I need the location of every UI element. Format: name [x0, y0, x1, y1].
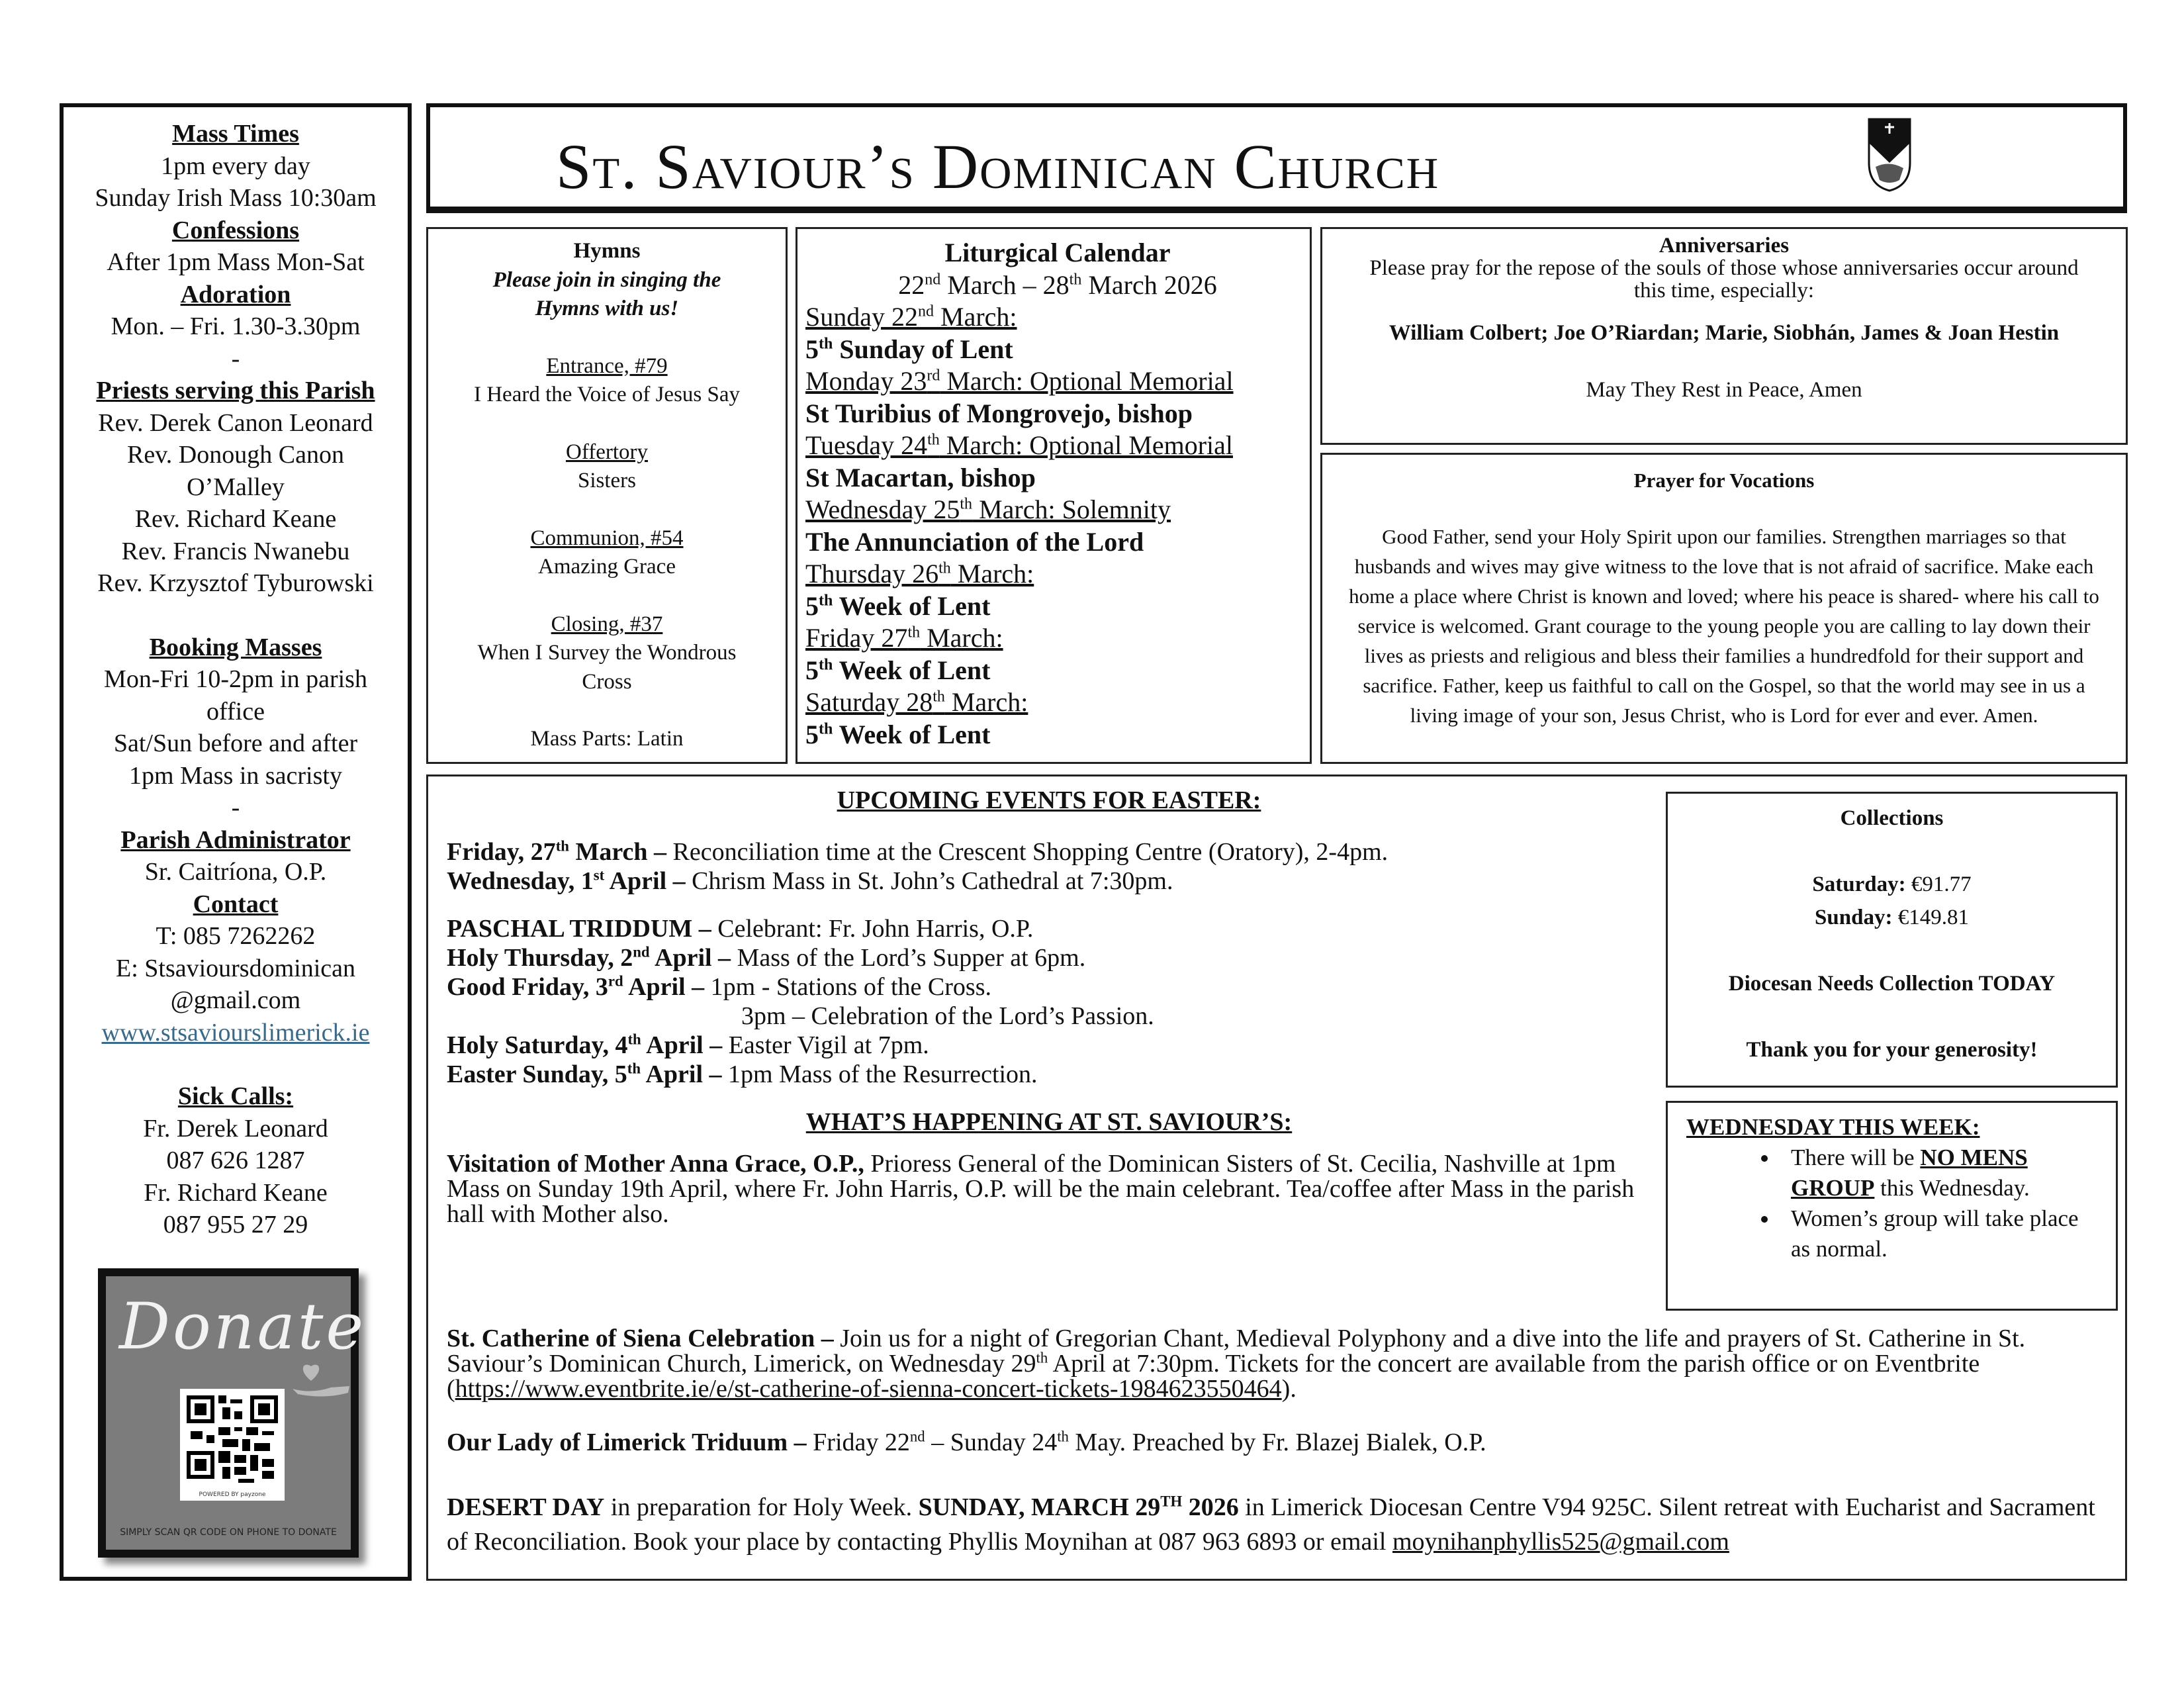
booking-info: office	[206, 697, 265, 726]
calendar-feast: St Macartan, bishop	[805, 462, 1036, 492]
sick-call-info: Fr. Derek Leonard	[143, 1114, 328, 1143]
vocations-prayer-panel	[1320, 453, 2128, 764]
donate-qr-poster	[98, 1268, 367, 1558]
priest-name: Rev. Krzysztof Tyburowski	[97, 569, 374, 597]
event-item: Good Friday, 3rd April – 1pm - Stations of the Cross.	[447, 972, 991, 1001]
sick-call-info: 087 626 1287	[166, 1147, 305, 1174]
closing-hymn: Cross	[582, 669, 632, 694]
calendar-day: Wednesday 25th March: Solemnity	[805, 494, 1171, 524]
email-link[interactable]: moynihanphyllis525@gmail.com	[1392, 1528, 1729, 1556]
sunday-collection: Sunday: €149.81	[1815, 906, 1969, 929]
calendar-feast: 5th Week of Lent	[805, 719, 991, 749]
event-item: Holy Thursday, 2nd April – Mass of the Lord’s Supper at 6pm.	[447, 943, 1086, 972]
mass-times-heading: Mass Times	[172, 120, 299, 148]
calendar-day: Sunday 22nd March:	[805, 302, 1017, 332]
vocations-prayer-text: Good Father, send your Holy Spirit upon our families. Strengthen marriages so that husbands and wives may give witness to the love that is not afraid of sacrifice. Make each home a place where Christ is known and loved; where his peace is shared- where his call to service is welcomed. Grant courage to the young people you are calling to lay down their lives as priests and religious and bless their families a hundredfold for their support and sacrifice. Father, keep us faithful to call on the Gospel, so that the world may see in us a living image of your son, Jesus Christ, who is Lord for ever and ever. Amen.	[1349, 525, 2099, 727]
priest-name: Rev. Francis Nwanebu	[121, 537, 350, 565]
priest-name: O’Malley	[187, 473, 285, 501]
payzone-powered-label: POWERED BY payzone	[180, 1491, 285, 1501]
divider: -	[231, 344, 240, 373]
divider: -	[231, 794, 240, 821]
calendar-day: Tuesday 24th March: Optional Memorial	[805, 430, 1234, 460]
wednesday-notice	[1666, 1101, 2118, 1311]
priests-heading: Priests serving this Parish	[96, 377, 375, 404]
wednesday-item: • Women’s group will take place as normal.	[1779, 1203, 2103, 1264]
triduum-heading: PASCHAL TRIDDUM – Celebrant: Fr. John Harris, O.P.	[447, 915, 1034, 943]
calendar-feast: 5th Week of Lent	[805, 655, 991, 685]
communion-hymn: Amazing Grace	[538, 555, 676, 579]
calendar-feast: St Turibius of Mongrovejo, bishop	[805, 398, 1193, 428]
contact-heading: Contact	[193, 890, 279, 918]
anniversaries-panel	[1320, 227, 2128, 445]
catherine-event: St. Catherine of Siena Celebration – Join us for a night of Gregorian Chant, Medieval Polyphony and a dive into the life and prayers of St. Catherine in St. Saviour’s Dominican Church, Limerick, on Wednesday 29th April at 7:30pm. Tickets for the concert are available from the parish office or on Eventbrite (https://www.eventbrite.ie/e/st-catherine-of-sienna-concert-tickets-1984623550464).	[447, 1325, 2026, 1403]
hymns-panel	[426, 227, 788, 764]
donate-logo-text: Donate	[119, 1289, 367, 1364]
calendar-day: Saturday 28th March:	[805, 687, 1028, 717]
hymns-heading: Hymns	[573, 239, 641, 263]
wednesday-item: • There will be NO MENS GROUP this Wednesday.	[1779, 1143, 2103, 1203]
offertory-hymn: Sisters	[577, 469, 636, 492]
priest-name: Rev. Donough Canon	[127, 441, 344, 469]
offertory-label: Offertory	[565, 440, 648, 464]
confessions-time: After 1pm Mass Mon-Sat	[107, 248, 365, 276]
website-link[interactable]: www.stsaviourslimerick.ie	[101, 1018, 370, 1047]
qr-code[interactable]	[180, 1389, 285, 1491]
saturday-collection: Saturday: €91.77	[1812, 872, 1972, 896]
closing-hymn: When I Survey the Wondrous	[477, 641, 737, 665]
visitation-event: Visitation of Mother Anna Grace, O.P., Prioress General of the Dominican Sisters of St. Cecilia, Nashville at 1pm Mass on Sunday 19th April, where Fr. John Harris, O.P. will be the main celebrant. Tea/coffee after Mass in the parish hall with Mother also.	[447, 1150, 1635, 1228]
event-item: Wednesday, 1st April – Chrism Mass in St. John’s Cathedral at 7:30pm.	[447, 867, 1173, 895]
priest-name: Rev. Derek Canon Leonard	[98, 408, 373, 437]
sick-calls-heading: Sick Calls:	[177, 1082, 294, 1110]
booking-heading: Booking Masses	[149, 633, 322, 661]
mass-time: 1pm every day	[161, 152, 310, 180]
calendar-feast: The Annunciation of the Lord	[805, 526, 1144, 557]
calendar-day: Thursday 26th March:	[805, 559, 1034, 588]
sick-call-info: Fr. Richard Keane	[144, 1178, 328, 1207]
calendar-day: Friday 27th March:	[805, 623, 1003, 653]
entrance-label: Entrance, #79	[546, 353, 668, 378]
wednesday-heading: WEDNESDAY THIS WEEK:	[1686, 1114, 1980, 1140]
admin-heading: Parish Administrator	[120, 825, 351, 854]
event-item: Friday, 27th March – Reconciliation time at the Crescent Shopping Centre (Oratory), 2-4pm.	[447, 837, 1388, 866]
adoration-time: Mon. – Fri. 1.30-3.30pm	[111, 312, 361, 340]
booking-info: 1pm Mass in sacristy	[129, 761, 342, 790]
happening-heading: WHAT’S HAPPENING AT ST. SAVIOUR’S:	[805, 1108, 1293, 1136]
dominican-crest-icon	[1866, 117, 1913, 193]
hymns-subtitle: Hymns with us!	[535, 297, 679, 320]
event-item: 3pm – Celebration of the Lord’s Passion.	[741, 1002, 1154, 1030]
event-item: Easter Sunday, 5th April – 1pm Mass of the Resurrection.	[447, 1060, 1038, 1088]
vocations-heading: Prayer for Vocations	[1633, 469, 1815, 492]
desert-day-event: DESERT DAY in preparation for Holy Week. SUNDAY, MARCH 29TH 2026 in Limerick Diocesan Centre V94 925C. Silent retreat with Eucharist and Sacrament of Reconciliation. Book your place by contacting Phyllis Moynihan at 087 963 6893 or email moynihanphyllis525@gmail.com	[447, 1493, 2095, 1556]
sick-call-info: 087 955 27 29	[163, 1211, 308, 1239]
anniversaries-names: William Colbert; Joe O’Riardan; Marie, Siobhán, James & Joan Hestin	[1388, 321, 2060, 345]
closing-label: Closing, #37	[551, 612, 663, 636]
calendar-feast: 5th Sunday of Lent	[805, 334, 1013, 364]
anniversaries-intro: Please pray for the repose of the souls of those whose anniversaries occur around this time, especially:	[1369, 256, 2079, 303]
entrance-hymn: I Heard the Voice of Jesus Say	[473, 383, 741, 406]
confessions-heading: Confessions	[171, 216, 300, 244]
collections-heading: Collections	[1840, 806, 1944, 830]
adoration-heading: Adoration	[180, 280, 291, 308]
admin-name: Sr. Caitríona, O.P.	[144, 858, 327, 886]
hymns-subtitle: Please join in singing the	[492, 267, 721, 292]
donate-caption: SIMPLY SCAN QR CODE ON PHONE TO DONATE	[120, 1527, 337, 1538]
communion-label: Communion, #54	[530, 526, 684, 550]
contact-email: E: Stsavioursdominican	[115, 954, 356, 982]
triduum-lady-event: Our Lady of Limerick Triduum – Friday 22nd – Sunday 24th May. Preached by Fr. Blazej Bialek, O.P.	[447, 1428, 1486, 1456]
diocesan-collection: Diocesan Needs Collection TODAY	[1728, 972, 2056, 996]
mass-parts: Mass Parts: Latin	[530, 727, 684, 751]
collections-panel	[1666, 792, 2118, 1088]
mass-time: Sunday Irish Mass 10:30am	[95, 184, 377, 212]
liturgical-calendar	[796, 227, 1312, 764]
easter-events-heading: UPCOMING EVENTS FOR EASTER:	[837, 786, 1261, 814]
page-title: St. Saviour’s Dominican Church	[556, 131, 1440, 202]
eventbrite-link[interactable]: https://www.eventbrite.ie/e/st-catherine-of-sienna-concert-tickets-1984623550464	[455, 1375, 1282, 1403]
contact-email: @gmail.com	[170, 986, 301, 1014]
calendar-feast: 5th Week of Lent	[805, 590, 991, 621]
liturgical-heading: Liturgical Calendar	[944, 238, 1171, 267]
liturgical-range: 22nd March – 28th March 2026	[898, 269, 1217, 300]
priest-name: Rev. Richard Keane	[134, 505, 337, 533]
contact-phone: T: 085 7262262	[156, 922, 316, 950]
booking-info: Sat/Sun before and after	[113, 729, 358, 757]
thanks-message: Thank you for your generosity!	[1746, 1038, 2038, 1062]
anniversaries-heading: Anniversaries	[1659, 234, 1790, 258]
booking-info: Mon-Fri 10-2pm in parish	[104, 665, 367, 693]
page-header	[426, 103, 2127, 213]
heart-hand-icon	[291, 1356, 351, 1402]
event-item: Holy Saturday, 4th April – Easter Vigil at 7pm.	[447, 1031, 929, 1059]
calendar-day: Monday 23rd March: Optional Memorial	[805, 366, 1234, 396]
anniversaries-closing: May They Rest in Peace, Amen	[1586, 378, 1862, 402]
